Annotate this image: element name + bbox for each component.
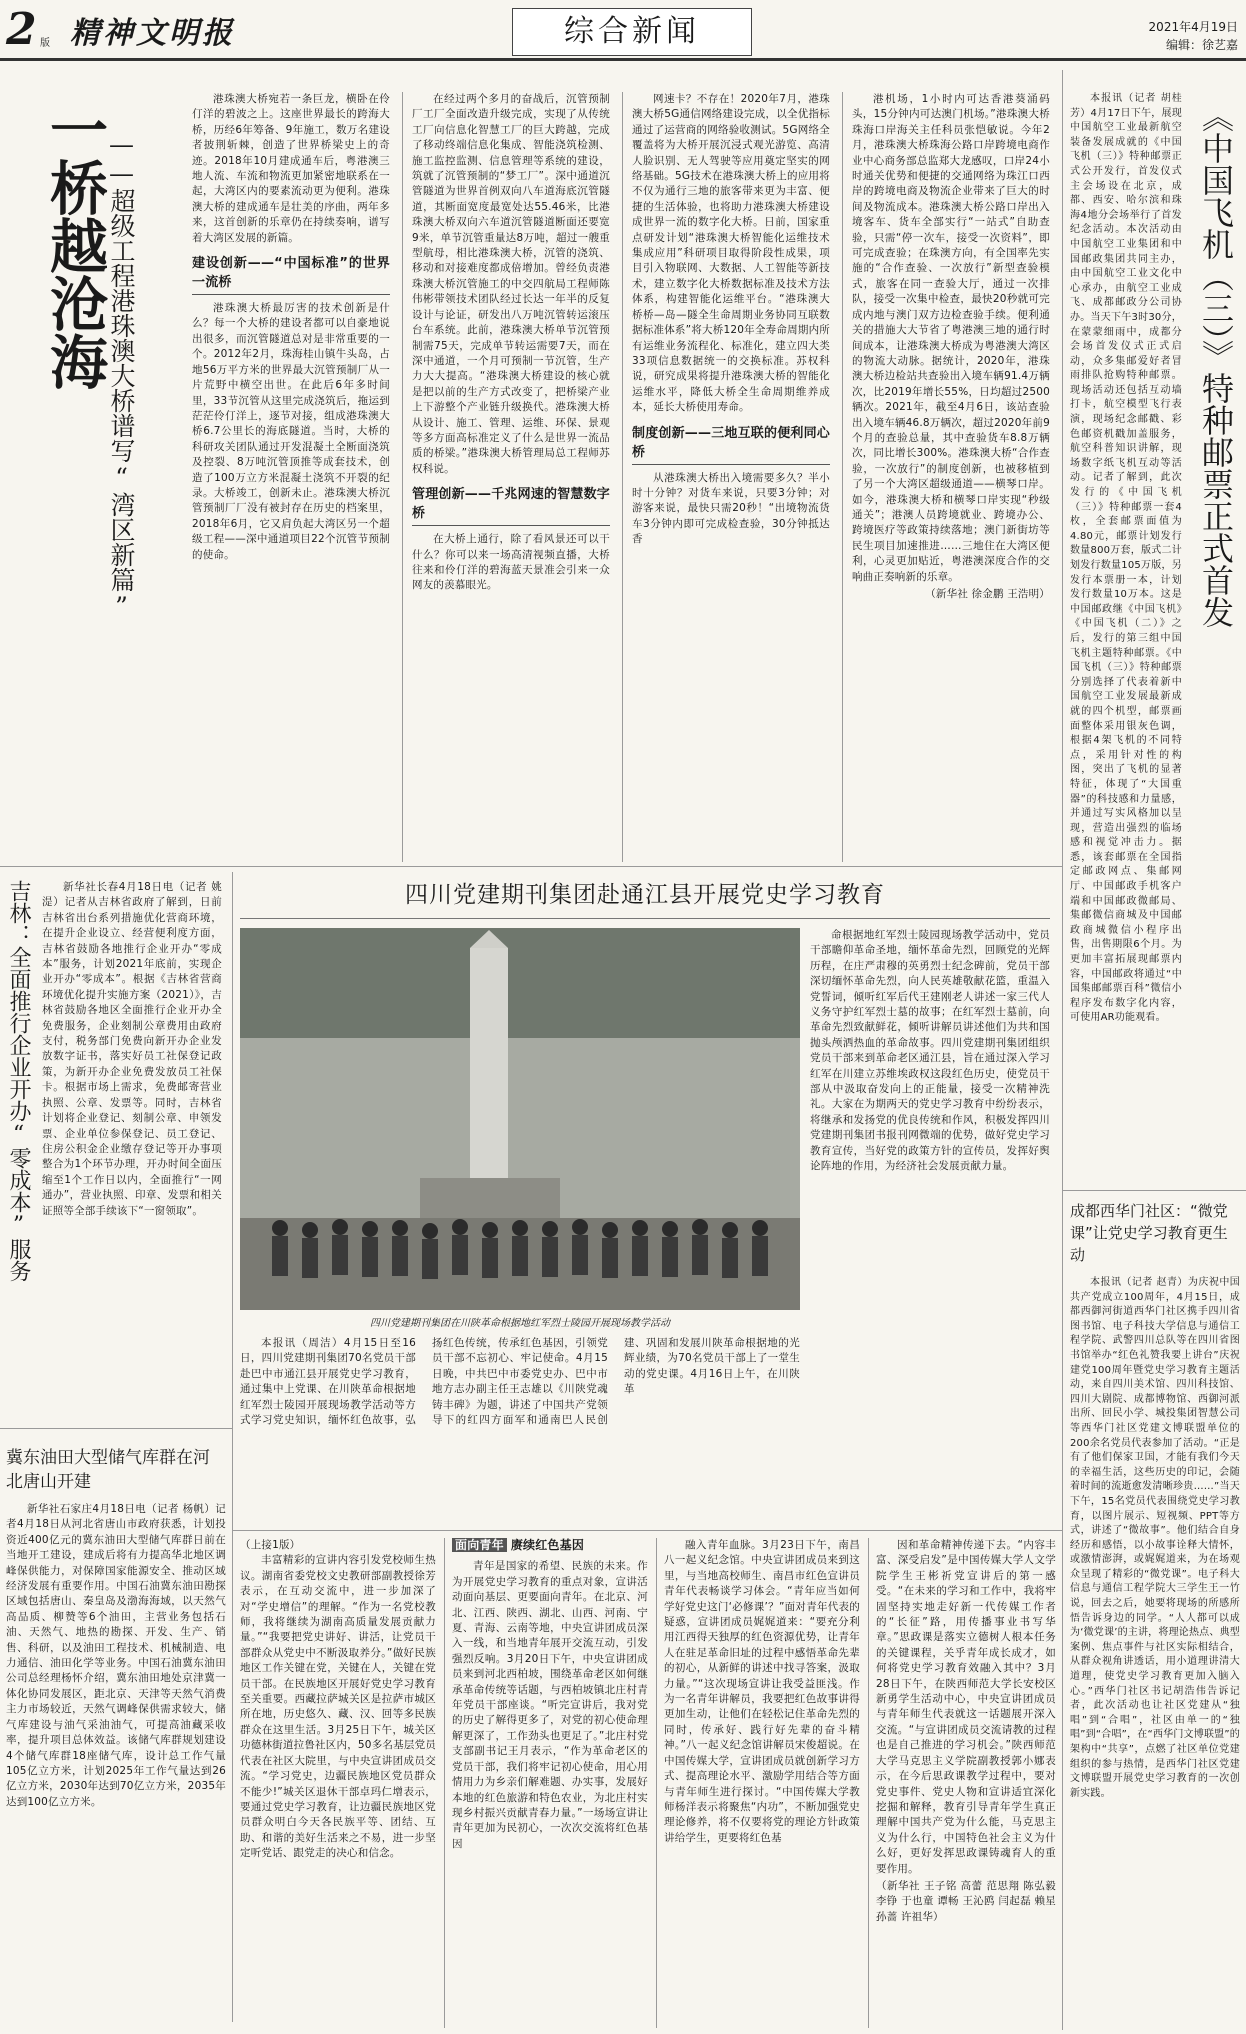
bridge-paragraph: 港机场，1小时内可达香港葵涌码头，15分钟内可达澳门机场。”港珠澳大桥珠海口岸海关主任科员张恺敏说。今年2月，港珠澳大桥珠海公路口岸跨境电商作业中心商务部总监郑大龙感叹，口岸24小时通关优势和便捷的交通网络为珠江口西岸的跨境电商及物流企业带来了巨大的时间及物流成本。港珠澳大桥公路口岸出入境客车、货车全部实行“一站式”自助查验，只需“停一次车，接受一次资料”，即可完成查验；在珠澳方向，有全国率先实施的“合作查验、一次放行”新型查验模式，旅客在同一查验大厅，通过一次排队，接受一次集中检查，最快20秒就可完成内地与澳门双方边检查验手续。便利通关的措施大大节省了粤港澳三地的通行时间成本，让港珠澳大桥成为粤港澳大湾区的物流大动脉。据统计，2020年，港珠澳大桥边检站共查验出入境车辆91.4万辆次，比2019年增长55%，日均超过2500辆次。2021年，截至4月6日，该站查验出入境车辆46.8万辆次，超过2020年前9个月的查验总量，其中查验货车8.8万辆次，同比增长300%。港珠澳大桥“合作查验，一次放行”的制度创新，也被移植到了另一个大湾区超级通道——横琴口岸。如今，港珠澳大桥和横琴口岸实现“秒级通关”；港澳人员跨境就业、跨境办公、跨境医疗等政策持续落地；澳门新街坊等民生项目加速推进……三地住在大湾区便利，心灵更加贴近，粤港澳深度合作的交响曲正奏响新的乐章。 <box>852 93 1050 583</box>
continued-marker: （上接1版） <box>240 1539 301 1551</box>
youth-column-3 <box>664 1538 860 2028</box>
chengdu-body <box>1070 1276 1240 2026</box>
bridge-byline: （新华社 徐金鹏 王浩明） <box>925 588 1050 600</box>
page-suffix: 版 <box>40 38 50 49</box>
divider <box>622 92 623 862</box>
issue-date: 2021年4月19日 <box>1148 20 1238 34</box>
bridge-column-4 <box>852 92 1050 862</box>
bridge-paragraph: 在经过两个多月的奋战后，沉管预制厂工厂全面改造升级完成，实现了从传统工厂向信息化智慧工厂的巨大跨越，完成了移动终端信息化集成、智能浇筑检测、施工监控监测、信息管理等系统的建设，筑就了沉管预制的“梦工厂”。深中通道沉管隧道为世界首例双向八车道海底沉管隧道，其断面宽度最宽处达55.46米，比港珠澳大桥双向六车道沉管隧道断面还要宽9米，单节沉管重量达8万吨，超过一艘重型航母，相比港珠澳大桥，沉管的浇筑、移动和对接难度都成倍增加。曾经负责港珠澳大桥沉管施工的中交四航局工程师陈伟彬带领技术团队经过长达一年半的反复设计与论证，研发出八万吨沉管转运滚压台车系统。此前，港珠澳大桥单节沉管预制需75天，完成单节转运需要7天，而在深中通道，一个月可预制一节沉管，生产力大大提高。“港珠澳大桥建设的核心就是把以前的生产方式改变了，把桥梁产业上下游整个产业链升级换代。港珠澳大桥从设计、施工、管理、运维、环保、景观等多方面高标准定义了什么是世界一流品质的桥梁。”港珠澳大桥管理局总工程师苏权科说。 <box>412 93 610 475</box>
divider <box>232 1530 1062 1531</box>
stamps-headline: 《中国飞机（三）》特种邮票正式首发 <box>1197 100 1235 628</box>
bridge-subhead: ——超级工程港珠澳大桥谱写“湾区新篇” <box>107 130 136 621</box>
sichuan-paragraph: 本报讯（周洁）4月15日至16日，四川党建期刊集团70名党员干部赴巴中市通江县开展党史学习教育，通过集中上党课、在川陕革命根据地红军烈士陵园开展现场教学活动等方式学习党史知识，缅怀红色故事，弘扬红色传统，传承红色基因，引领党员干部不忘初心、牢记使命。4月15日晚，中共巴中市委党史办、巴中市地方志办副主任王志雄以《川陕党魂铸丰碑》为题，讲述了中国共产党领导下的红四方面军和通南巴人民创建、巩固和发展川陕革命根据地的光辉业绩，为70名党员干部上了一堂生动的党史课。4月16日上午，在川陕革 <box>240 1337 800 1427</box>
section-title: 综合新闻 <box>564 14 700 49</box>
youth-paragraph: 青年是国家的希望、民族的未来。作为开展党史学习教育的重点对象，宣讲活动面向基层、更要面向青年。在北京、河北、江西、陕西、湖北、山西、河南、宁夏、青海、云南等地，中央宣讲团成员深入一线，和当地青年展开交流互动，引发强烈反响。3月20日下午，中央宣讲团成员来到河北西柏坡，围绕革命老区如何继承革命传统等话题，与西柏坡镇北庄村青年党员干部座谈。“听完宣讲后，我对党的历史了解得更多了，对党的初心使命理解更深了，工作劲头也更足了。”北庄村党支部副书记王月表示，“作为革命老区的党员干部，我们将牢记初心使命，用心用情用力为乡亲们解难题、办实事，发展好本地的红色旅游和特色农业，为北庄村实现乡村振兴贡献青春力量。”一场场宣讲让青年更加为民初心，一次次交流将红色基因 <box>452 1560 648 1850</box>
bridge-headline: 一桥越沧海 <box>40 100 108 390</box>
bridge-subheading-3: 制度创新——三地互联的便利同心桥 <box>632 424 830 465</box>
page-number: 2 <box>6 4 37 55</box>
divider <box>842 92 843 862</box>
youth-tag-title: 赓续红色基因 <box>510 1538 585 1552</box>
paper-name: 精神文明报 <box>70 16 235 51</box>
youth-tag-row <box>452 1538 648 1553</box>
jilin-body <box>42 880 222 1420</box>
sichuan-photo <box>240 928 800 1310</box>
sichuan-right-column <box>810 928 1050 1328</box>
divider <box>232 872 233 2022</box>
bridge-column-1 <box>192 92 390 862</box>
bridge-paragraph: 在大桥上通行，除了看风景还可以干什么？你可以来一场高清视频直播，大桥往来和伶仃洋的碧海蓝天景准会引来一众网友的羡慕眼光。 <box>412 533 610 592</box>
bridge-paragraph: 从港珠澳大桥出入境需要多久？半小时十分钟？对货车来说，只要3分钟；对游客来说，最快只需20秒！“出境物流货车3分钟内即可完成检查验，30分钟抵达香 <box>632 471 830 546</box>
oilfield-paragraph: 新华社石家庄4月18日电（记者 杨帆）记者4月18日从河北省唐山市政府获悉，计划投资近400亿元的冀东油田大型储气库群日前在当地开工建设，建成后将有力提高华北地区调峰保供能力，对保障国家能源安全、推动区域经济发展有重要作用。中国石油冀东油田勘探区域包括唐山、秦皇岛及渤海海域，以天然气高品质、柳赞等6个油田，主营业务包括石油、天然气、地热的勘探、开发、生产、销售、科研，以及油田工程技术、机械制造、电力通信、油田化学等业务。中国石油冀东油田公司总经理杨怀介绍，冀东油田地处京津冀一体化协同发展区，距北京、天津等天然气消费主力市场较近，天然气调峰保供需求较大，储气库建设与油气采油油气，可提高油藏采收率，提升项目总体效益。该储气库群规划建设4个储气库群18座储气库，设计总工作气量105亿立方米，计划2025年工作气量达到26亿立方米，2030年达到70亿立方米，2035年达到100亿立方米。 <box>6 1503 226 1808</box>
stamps-paragraph: 本报讯（记者 胡桂芳）4月17日下午，展现中国航空工业最新航空装备发展成就的《中国飞机（三）》特种邮票正式公开发行，首发仪式主会场设在北京，成都、西安、哈尔滨和珠海4地分会场举行了首发纪念活动。本次活动由中国航空工业集团和中国邮政集团共同主办，由中国航空工业文化中心承办，由航空工业成飞、成都邮政分公司协办。当天下午3时30分，在蒙蒙细雨中，成都分会场首发仪式正式启动，众多集邮爱好者冒雨排队抢购特种邮票。现场活动还包括互动墙打卡，航空模型飞行表演，现场纪念邮戳、彩色邮资机戳加盖服务，航空科普知识讲解，现场数字纸飞机互动等活动。记者了解到，此次发行的《中国飞机（三）》特种邮票一套4枚，全套邮票面值为4.80元，邮票计划发行数量800万套，版式二计划发行数量105万版，另发行本票册一本，计划发行数量10万本。这是中国邮政继《中国飞机》《中国飞机（二）》之后，发行的第三组中国飞机主题特种邮票。《中国飞机（三）》特种邮票分别选择了代表着新中国航空工业发展最新成就的四个机型，邮票画面整体采用银灰色调，根据4架飞机的不同特点，采用针对性的构图，突出了飞机的显著特征，体现了“大国重器”的科技感和力量感，并通过写实风格加以呈现，营造出强烈的临场感和视觉冲击力。据悉，该套邮票在全国指定邮政网点、集邮网厅、中国邮政手机客户端和中国邮政微邮局、集邮微信商城及中国邮政商城微信小程序出售，出售期限6个月。为更加丰富拓展现邮票内容，中国邮政将通过“中国集邮邮票百科”微信小程序发布数字化内容，可使用AR功能观看。 <box>1070 93 1182 1024</box>
divider <box>656 1538 657 2028</box>
youth-paragraph: 因和革命精神传递下去。“内容丰富、深受启发”是中国传媒大学人文学院学生王彬祈党宣讲后的第一感受。“在未来的学习和工作中，我将牢固坚持实地走好新一代传媒工作者的“长征”路，用传播事业书写华章。”思政课是落实立德树人根本任务的关键课程，关乎青年成长成才，如何将党史学习教育效融入其中？3月28日下午，在陕西师范大学长安校区新勇学生活动中心，中央宣讲团成员与青年师生代表就这一话题展开深入交流。“与宣讲团成员交流请教的过程也是自己推进的学习机会。”陕西师范大学马克思主义学院副教授郭小娜表示，在今后思政课教学过程中，要对党史事件、党史人物和宣讲适宜深化挖掘和解释，教育引导青年学生真正理解中国共产党为什么能，马克思主义为什么行，中国特色社会主义为什么好，更好发挥思政课铸魂育人的重要作用。 <box>876 1539 1056 1875</box>
sichuan-paragraph: 命根据地红军烈士陵园现场教学活动中，党员干部瞻仰革命圣地，缅怀革命先烈，回顾党的光辉历程，在庄严肃穆的英勇烈士纪念碑前，党员干部深切缅怀革命先烈，向人民英雄敬献花篮，重温入党誓词，倾听红军后代王建刚老人讲述一家三代人义务守护红军烈士墓的故事；在红军烈士墓前，向革命先烈致献鲜花，倾听讲解员讲述他们为共和国抛头颅洒热血的革命故事。四川党建期刊集团组织党员干部来到革命老区通江县，旨在通过深入学习红军在川建立苏维埃政权这段红色历史，使党员干部从中汲取奋发向上的正能量，接受一次精神洗礼。大家在为期两天的党史学习教育中纷纷表示，将继承和发扬党的优良传统和作风，积极发挥四川党建期刊集团书报刊网微端的优势，做好党史学习教育宣传，当好党的政策方针的宣传员，发挥好舆论阵地的作用，为经济社会发展贡献力量。 <box>810 929 1050 1173</box>
group-photo-illustration <box>240 928 800 1310</box>
youth-paragraph: 融入青年血脉。3月23日下午，南昌八一起义纪念馆。中央宣讲团成员来到这里，与当地高校师生、南昌市红色宣讲员青年代表畅谈学习体会。“青年应当如何学好党史这门‘必修课’？”面对青年代表的疑惑，宣讲团成员娓娓道来：“要充分利用江西得天独厚的红色资源优势，让青年人在驻足革命旧址的过程中感悟革命先辈的初心，从新鲜的讲述中找寻答案，汲取力量。”“这次现场宣讲让我受益匪浅。作为一名青年讲解员，我要把红色故事讲得更加生动，让他们在轻松记住革命先烈的同时，传承好、践行好先辈的奋斗精神。”八一起义纪念馆讲解员宋俊超说。在中国传媒大学，宣讲团成员就创新学习方式、提高理论水平、激励学用结合等方面与青年师生进行探讨。“中国传媒大学教师杨洋表示将聚焦“内功”，不断加强党史理论修养，将不仅要将党的理论方针政策讲给学生，更要将红色基 <box>664 1539 860 1844</box>
youth-column-4 <box>876 1538 1056 2028</box>
youth-column-1 <box>240 1538 436 2028</box>
divider <box>868 1538 869 2028</box>
chengdu-paragraph: 本报讯（记者 赵青）为庆祝中国共产党成立100周年，4月15日，成都西御河街道西华门社区携手四川省图书馆、电子科技大学信息与通信工程学院、武警四川总队等在四川省图书馆举办“红色礼赞我要上讲台”庆祝建党100周年暨党史学习教育主题活动，来自四川美术馆、四川科技馆、四川大剧院、成都博物馆、西御河派出所、回民小学、城投集团智慧公司等西华门社区党建文博联盟单位的200余名党员代表参加了活动。“正是有了他们保家卫国，才能有我们今天的幸福生活，这些历史的印记，会随着时间的流逝愈发清晰珍贵……”当天下午，15名党员代表围绕党史学习教育，以图片展示、短视频、PPT等方式，讲述了“微故事”。他们结合自身经历和感悟，以小故事诠释大情怀，或激情澎湃，或娓娓道来，为在场观众呈现了精彩的“微党课”。电子科大信息与通信工程学院大三学生王一竹说，回去之后，她要将现场的所感所悟告诉身边的同学。“人人都可以成为‘微党课’的主讲，将理论热点、典型案例、焦点事件与社区实际相结合，从群众视角讲透话，用小道理讲清大道理，使党史学习教育更加入脑入心。”西华门社区书记胡浩伟告诉记者，此次活动也让社区党建从“独唱”到“合唱”，社区由单一的“独唱”到“合唱”，在“西华门文博联盟”的架构中“共享”，点燃了社区单位党建组织的参与热情，是西华门社区党建文博联盟开展党史学习教育的一次创新实践。 <box>1070 1277 1240 1799</box>
masthead <box>0 0 1246 64</box>
bridge-column-3 <box>632 92 830 862</box>
sichuan-headline-text: 四川党建期刊集团赴通江县开展党史学习教育 <box>405 882 885 908</box>
oilfield-body <box>6 1502 226 2027</box>
bridge-paragraph: 港珠澳大桥最厉害的技术创新是什么？每一个大桥的建设者都可以自豪地说出很多，而沉管隧道总对是非常重要的一个。2012年2月，珠海桂山镇牛头岛，占地56万平方米的世界最大沉管预制厂从一片荒野中横空出世。在此后6年多时间里，33节沉管从这里完成浇筑后，拖运到茫茫伶仃洋上，逐节对接，组成港珠澳大桥6.7公里长的海底隧道。当时，大桥的科研攻关团队通过开发混凝土全断面浇筑及控裂、8万吨沉管顶推等成套技术，创造了100万立方米混凝土浇筑不开裂的纪录。大桥竣工，创新未止。港珠澳大桥沉管预制厂厂没有被封存在历史的档案里，2018年6月，它又肩负起大湾区另一个超级工程——深中通道项目22个沉管节预制的使命。 <box>192 302 390 561</box>
youth-column-2 <box>452 1538 648 2028</box>
stamps-body <box>1070 92 1182 1182</box>
youth-tag: 面向青年 <box>452 1538 507 1552</box>
sichuan-photo-caption: 四川党建期刊集团在川陕革命根据地红军烈士陵园开展现场教学活动 <box>370 1318 670 1329</box>
chengdu-headline: 成都西华门社区：“微党课”让党史学习教育更生动 <box>1070 1202 1228 1264</box>
divider <box>0 866 1062 867</box>
bridge-paragraph: 港珠澳大桥宛若一条巨龙，横卧在伶仃洋的碧波之上。这座世界最长的跨海大桥，历经6年筹备、9年施工，数万名建设者披荆斩棘，创造了世界桥梁史上的奇迹。2018年10月建成通车后，粤港澳三地人流、车流和物流更加紧密地联系在一起，大湾区内的要素流动更为便利。港珠澳大桥的建成通车是壮美的序曲，两年多来，这首创新的乐章仍在持续奏响，谱写着大湾区发展的新篇。 <box>192 93 390 244</box>
divider <box>444 1538 445 2028</box>
divider <box>1062 1190 1246 1191</box>
oilfield-headline: 冀东油田大型储气库群在河北唐山开建 <box>6 1448 210 1492</box>
bridge-paragraph: 网速卡？不存在！2020年7月，港珠澳大桥5G通信网络建设完成，以全优指标通过了运营商的网络验收测试。5G网络全覆盖将为大桥开展沉浸式观光游览、高清人脸识别、无人驾驶等应用奠定坚实的网络基础。5G技术在港珠澳大桥上的应用将不仅为通行三地的旅客带来更为丰富、便捷的生活体验，也将助力港珠澳大桥建设成世界一流的数字化大桥。日前，国家重点研发计划“港珠澳大桥智能化运维技术集成应用”科研项目取得阶段性成果，项目引入物联网、大数据、人工智能等新技术，建立数字化大桥数据标准及技术方法体系，构建智能化运维平台。“港珠澳大桥桥—岛—隧全生命周期业务协同互联数据标准体系”将大桥120年全寿命周期内所有运维业务流程化、标准化，建立四大类33项信息数据统一的交换标准。苏权科说，研究成果将提升港珠澳大桥的智能化运维水平，降低大桥全生命周期维养成本，延长大桥使用寿命。 <box>632 93 830 414</box>
youth-byline: （新华社 王子铭 高蕾 范思翔 陈弘毅 李铮 于也童 谭畅 王沁鸥 闫起磊 赖星 孙蔷 许祖华） <box>876 1879 1056 1923</box>
jilin-paragraph: 新华社长春4月18日电（记者 姚湜）记者从吉林省政府了解到，日前吉林省出台系列措施优化营商环境，在提升企业设立、经营便利度方面，吉林省鼓励各地推行企业开办“零成本”服务，计划2021年底前，实现企业开办“零成本”。根据《吉林省营商环境优化提升实施方案（2021）》，吉林省鼓励各地区全面推行企业开办全免费服务，企业刻制公章费用由政府支付，税务部门免费向新开办企业发放数字证书，落实好员工社保登记政策，为新开办企业免费发放员工社保卡。根据市场上需求，免费邮寄营业执照、公章、发票等。同时，吉林省计划将企业登记、刻制公章、申领发票、企业单位参保登记、员工登记、住房公积金企业缴存登记等开办事项整合为1个环节办理，开办时间全面压缩至1个工作日以内，全面推行“一网通办”，营业执照、印章、发票和相关证照等全部手续该下“一窗领取”。 <box>42 881 222 1217</box>
youth-paragraph: 丰富精彩的宣讲内容引发党校师生热议。湖南省委党校文史教研部副教授徐芳表示，在互动交流中，进一步加深了对“学史增信”的理解。“作为一名党校教师，我将继续为湖南高质量发展贡献力量。”“我要把党史讲好、讲活，让党员干部群众从党史中不断汲取养分。”做好民族地区工作关键在党，关键在人，关键在党员干部。在民族地区开展好党史学习教育至关重要。西藏拉萨城关区是拉萨市城区所在地，历史悠久、藏、汉、回等多民族群众在这里生活。3月25日下午，城关区功德林街道拉鲁社区内，50多名基层党员代表在社区大院里，与中央宣讲团成员交流。“学习党史，边疆民族地区党员群众不能少!”城关区退休干部卓玛仁增表示，要通过党史学习教育，让边疆民族地区党员群众明白今天各民族平等、团结、互助、和谐的美好生活来之不易，进一步坚定听党话、跟党走的决心和信念。 <box>240 1554 436 1860</box>
editor-credit: 编辑：徐艺嘉 <box>1165 38 1238 52</box>
bridge-column-2 <box>412 92 610 862</box>
divider <box>1062 70 1063 1190</box>
section-title-box <box>512 8 752 56</box>
bridge-subheading-1: 建设创新——“中国标准”的世界一流桥 <box>192 254 390 295</box>
sichuan-body <box>240 1336 800 1521</box>
divider <box>402 92 403 862</box>
sichuan-headline <box>240 872 1050 919</box>
bridge-subheading-2: 管理创新——千兆网速的智慧数字桥 <box>412 485 610 526</box>
divider <box>1062 1190 1063 2030</box>
divider <box>0 1428 232 1429</box>
masthead-rule <box>0 58 1246 61</box>
jilin-headline: 吉林：全面推行企业开办“零成本”服务 <box>6 880 31 1282</box>
